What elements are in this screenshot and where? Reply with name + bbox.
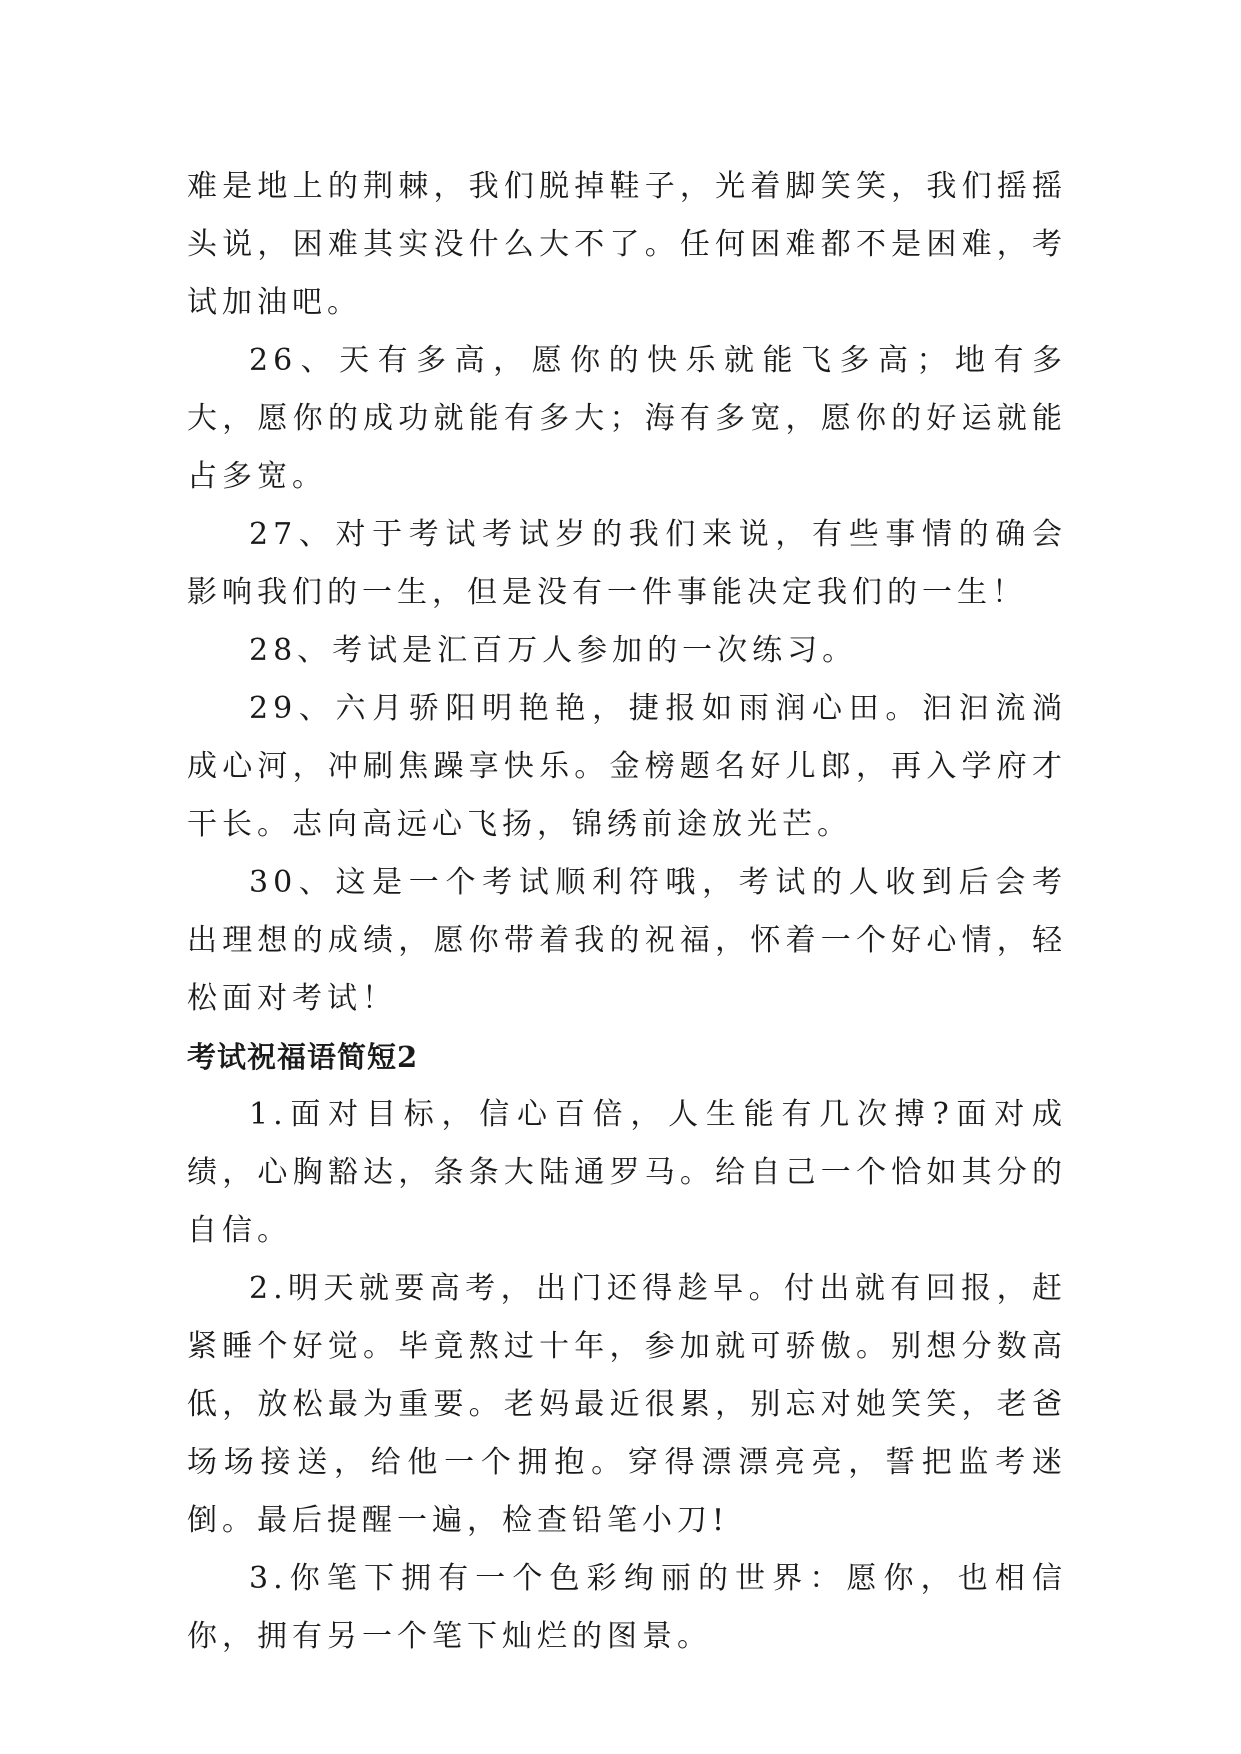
list-item-3: 3.你笔下拥有一个色彩绚丽的世界：愿你，也相信你，拥有另一个笔下灿烂的图景。 <box>187 1561 1067 1654</box>
list-item-2: 2.明天就要高考，出门还得趁早。付出就有回报，赶紧睡个好觉。毕竟熬过十年，参加就可骄傲。别想分数高低，放松最为重要。老妈最近很累，别忘对她笑笑，老爸场场接送，给他一个拥抱。穿得漂漂亮亮，誓把监考迷倒。最后提醒一遍，检查铅笔小刀! <box>187 1271 1067 1538</box>
list-item-29: 29、六月骄阳明艳艳，捷报如雨润心田。汩汩流淌成心河，冲刷焦躁享快乐。金榜题名好儿郎，再入学府才干长。志向高远心飞扬，锦绣前途放光芒。 <box>187 691 1067 842</box>
list-item-1: 1.面对目标，信心百倍，人生能有几次搏?面对成绩，心胸豁达，条条大陆通罗马。给自己一个恰如其分的自信。 <box>187 1097 1067 1248</box>
document-body <box>187 158 1067 1666</box>
list-item-28: 28、考试是汇百万人参加的一次练习。 <box>249 633 858 668</box>
list-item-30: 30、这是一个考试顺利符哦，考试的人收到后会考出理想的成绩，愿你带着我的祝福，怀着一个好心情，轻松面对考试！ <box>187 865 1067 1016</box>
list-item-27: 27、对于考试考试岁的我们来说，有些事情的确会影响我们的一生，但是没有一件事能决定我们的一生！ <box>187 517 1067 610</box>
paragraph-continuation: 难是地上的荆棘，我们脱掉鞋子，光着脚笑笑，我们摇摇头说，困难其实没什么大不了。任何困难都不是困难，考试加油吧。 <box>187 169 1067 320</box>
section-heading: 考试祝福语简短2 <box>187 1040 419 1074</box>
list-item-26: 26、天有多高，愿你的快乐就能飞多高；地有多大，愿你的成功就能有多大；海有多宽，愿你的好运就能占多宽。 <box>187 343 1067 494</box>
